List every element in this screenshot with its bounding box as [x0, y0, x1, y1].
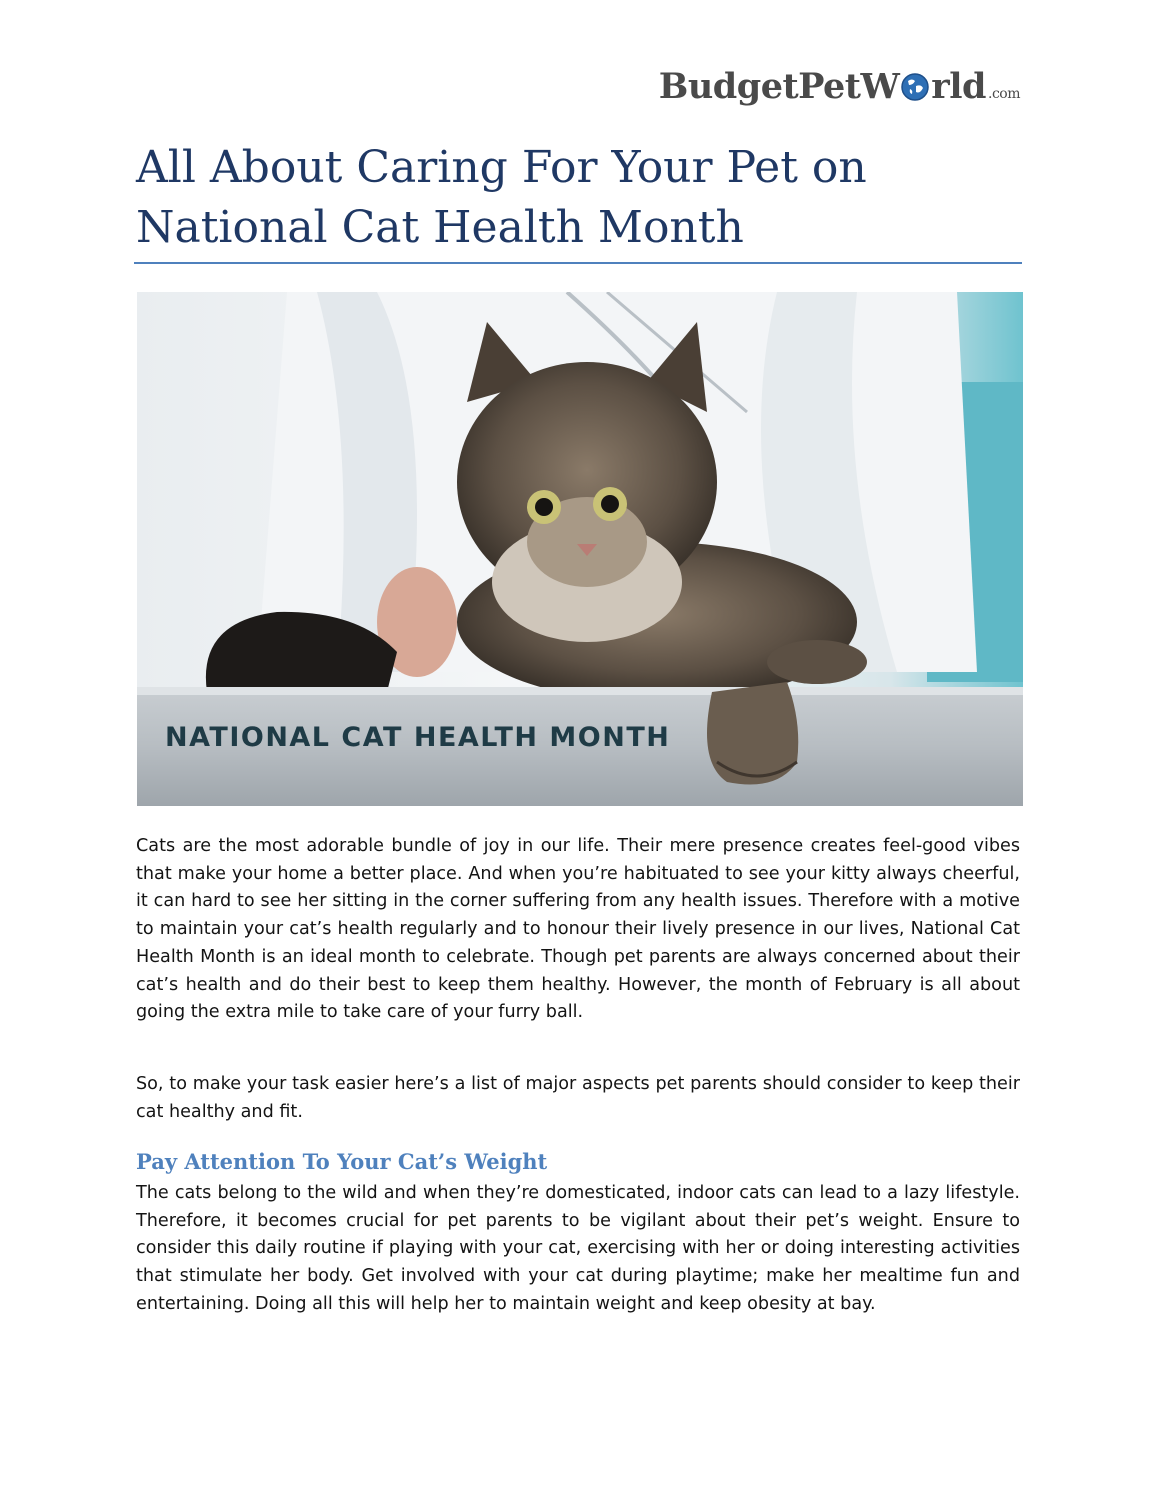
logo-tld: .com [988, 86, 1020, 102]
globe-icon [900, 70, 930, 100]
intro-paragraph: Cats are the most adorable bundle of joy in our life. Their mere presence creates feel-good vibes that make your home a better place. And when you’re habituated to see your kitty always cheerful, it can hard to see her sitting in the corner suffering from any health issues. Therefore with a motive to maintain your cat’s health regularly and to honour their lively presence in our lives, National Cat Health Month is an ideal month to celebrate. Though pet parents are always concerned about their cat’s health and do their best to keep them healthy. However, the month of February is all about going the extra mile to take care of your furry ball. [136, 836, 1020, 1023]
logo-text-end: rld [931, 66, 986, 107]
site-logo[interactable] [659, 66, 1020, 107]
lead-in-paragraph: So, to make your task easier here’s a list of major aspects pet parents should consider to keep their cat healthy and fit. [136, 1074, 1020, 1122]
hero-caption: NATIONAL CAT HEALTH MONTH [165, 722, 671, 753]
title-divider [134, 262, 1022, 264]
logo-text-main: BudgetPetW [658, 66, 900, 107]
article-title: All About Caring For Your Pet on National Cat Health Month [136, 142, 867, 253]
section-heading: Pay Attention To Your Cat’s Weight [136, 1149, 548, 1174]
section-paragraph: The cats belong to the wild and when they’re domesticated, indoor cats can lead to a lazy lifestyle. Therefore, it becomes crucial for pet parents to be vigilant about their pet’s weight. Ensure to consider this daily routine if playing with your cat, exercising with her or doing interesting activities that stimulate her body. Get involved with your cat during playtime; make her mealtime fun and entertaining. Doing all this will help her to maintain weight and keep obesity at bay. [136, 1183, 1020, 1314]
hero-image [137, 292, 1023, 806]
